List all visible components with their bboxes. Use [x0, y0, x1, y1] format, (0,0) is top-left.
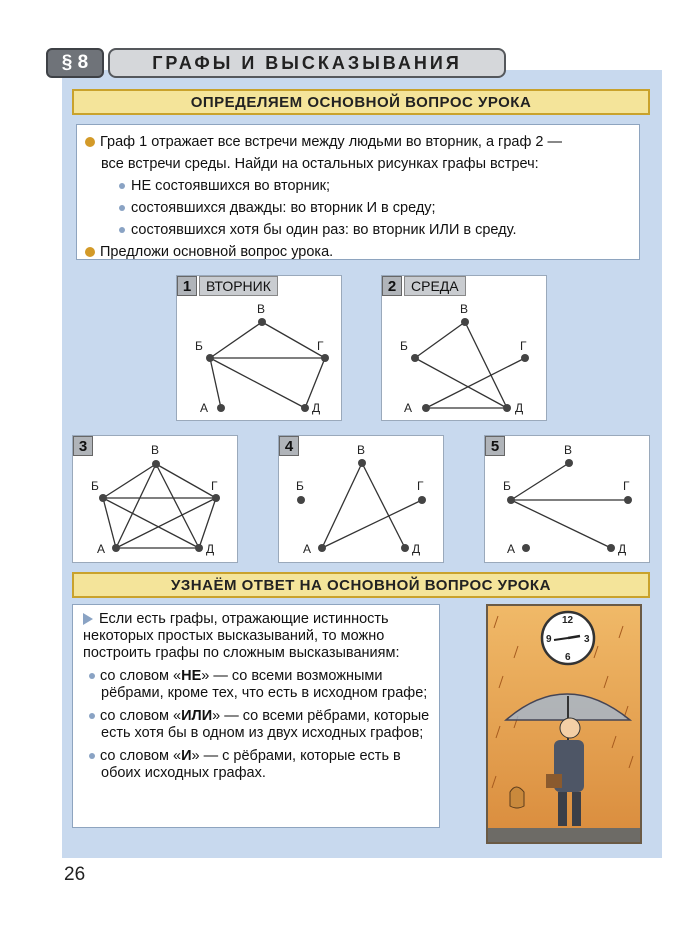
svg-text:Г: Г [623, 479, 630, 493]
svg-text:Б: Б [91, 479, 99, 493]
svg-text:В: В [564, 443, 573, 457]
answer-item-and: со словом «И» — с рёбрами, которые есть в обоих исходных графах. [101, 748, 431, 782]
task-subitem: состоявшихся хотя бы один раз: во вторник ИЛИ в среду. [85, 219, 629, 241]
rain-umbrella-illustration [486, 604, 642, 844]
chapter-title: ГРАФЫ И ВЫСКАЗЫВАНИЯ [108, 48, 506, 78]
graph-number: 5 [485, 436, 505, 456]
svg-text:Б: Б [296, 479, 304, 493]
graph-1-tuesday [176, 275, 342, 421]
task-line: Граф 1 отражает все встречи между людьми во вторник, а граф 2 — [85, 131, 629, 153]
subbullet-icon [89, 753, 95, 759]
section-heading-question: ОПРЕДЕЛЯЕМ ОСНОВНОЙ ВОПРОС УРОКА [72, 89, 650, 115]
svg-text:А: А [507, 542, 516, 556]
graph-5 [484, 435, 650, 563]
svg-text:Д: Д [312, 401, 321, 415]
svg-text:А: А [200, 401, 209, 415]
svg-text:А: А [97, 542, 106, 556]
graph-4 [278, 435, 444, 563]
graph-number: 1 [177, 276, 197, 296]
task-subitem: НЕ состоявшихся во вторник; [85, 175, 629, 197]
answer-intro: Если есть графы, отражающие истинность некоторых простых высказываний, то можно построить графы по сложным высказываниям: [83, 611, 400, 661]
svg-text:В: В [357, 443, 366, 457]
graph-3 [72, 435, 238, 563]
graph-label: СРЕДА [404, 276, 466, 296]
svg-text:А: А [404, 401, 413, 415]
graph-2-wednesday [381, 275, 547, 421]
bullet-icon [85, 247, 95, 257]
task-line: Предложи основной вопрос урока. [85, 241, 629, 263]
graph-number: 4 [279, 436, 299, 456]
task-subitem: состоявшихся дважды: во вторник И в среду; [85, 197, 629, 219]
svg-text:Б: Б [400, 339, 408, 353]
triangle-bullet-icon [83, 613, 93, 625]
svg-text:9: 9 [546, 634, 552, 645]
subbullet-icon [119, 205, 125, 211]
svg-text:3: 3 [584, 634, 590, 645]
graph-number: 2 [382, 276, 402, 296]
bullet-icon [85, 137, 95, 147]
subbullet-icon [89, 713, 95, 719]
subbullet-icon [119, 183, 125, 189]
svg-text:Г: Г [520, 339, 527, 353]
graph-number: 3 [73, 436, 93, 456]
svg-text:Б: Б [195, 339, 203, 353]
svg-text:6: 6 [565, 652, 571, 663]
svg-text:12: 12 [562, 615, 574, 626]
answer-item-not: со словом «НЕ» — со всеми возможными рёбрами, кроме тех, что есть в исходном графе; [101, 668, 431, 702]
subbullet-icon [89, 673, 95, 679]
paragraph-badge: § 8 [46, 48, 104, 78]
svg-text:Б: Б [503, 479, 511, 493]
svg-text:Г: Г [211, 479, 218, 493]
svg-text:Д: Д [515, 401, 524, 415]
chapter-header [46, 48, 506, 78]
graph-label: ВТОРНИК [199, 276, 278, 296]
svg-text:Д: Д [618, 542, 627, 556]
svg-text:Д: Д [206, 542, 215, 556]
task-line: все встречи среды. Найди на остальных рисунках графы встреч: [101, 156, 539, 172]
svg-text:Г: Г [417, 479, 424, 493]
svg-text:Д: Д [412, 542, 421, 556]
subbullet-icon [119, 227, 125, 233]
answer-item-or: со словом «ИЛИ» — со всеми рёбрами, которые есть хотя бы в одном из двух исходных графов; [101, 708, 431, 742]
section-heading-answer: УЗНАЁМ ОТВЕТ НА ОСНОВНОЙ ВОПРОС УРОКА [72, 572, 650, 598]
svg-text:В: В [460, 302, 469, 316]
answer-box [72, 604, 440, 828]
task-box [76, 124, 640, 260]
svg-text:В: В [257, 302, 266, 316]
svg-text:А: А [303, 542, 312, 556]
page-number: 26 [64, 864, 86, 885]
svg-text:В: В [151, 443, 160, 457]
svg-text:Г: Г [317, 339, 324, 353]
